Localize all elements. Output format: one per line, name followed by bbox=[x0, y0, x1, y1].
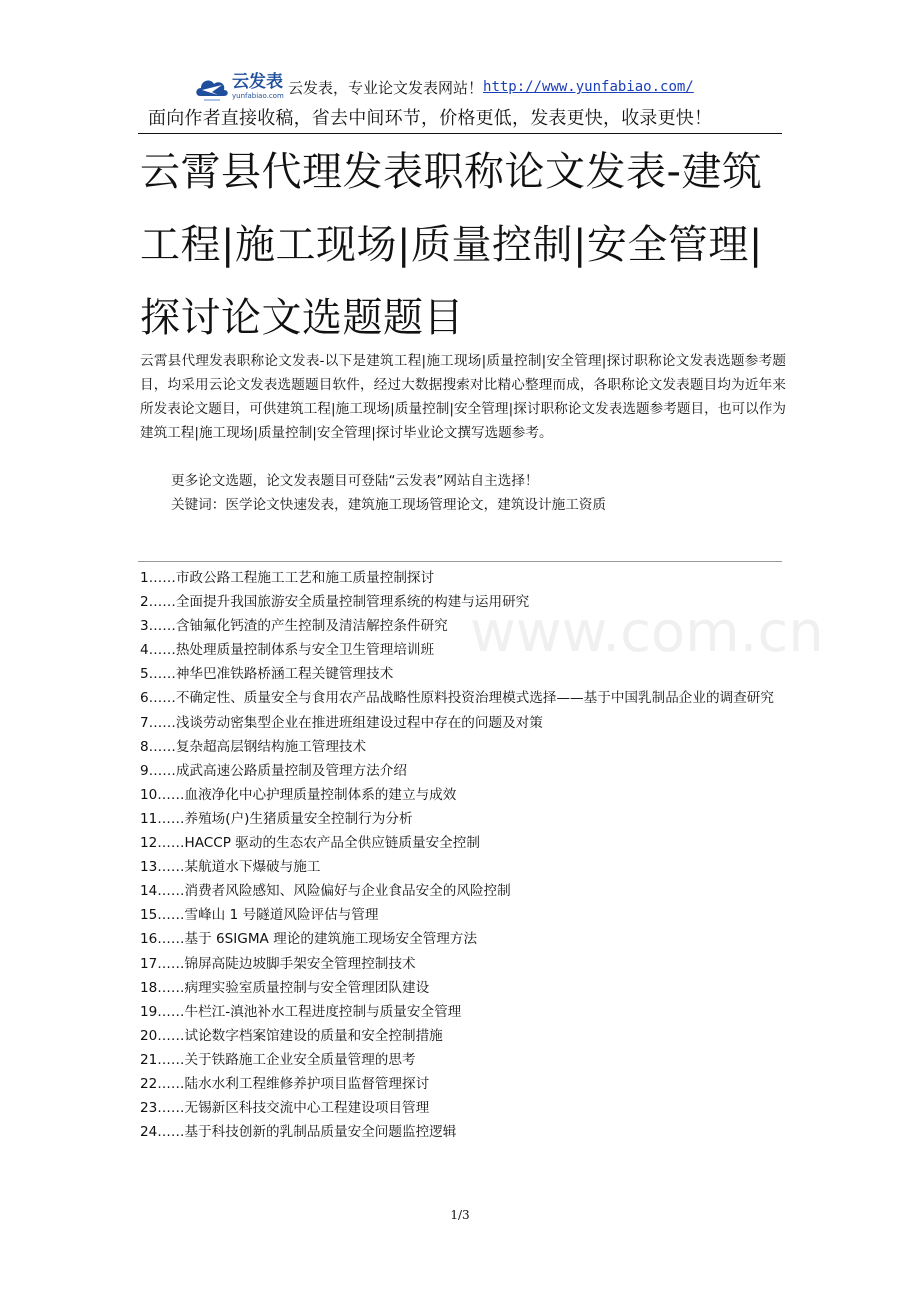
topic-list bbox=[140, 566, 786, 1144]
more-topics-note: 更多论文选题，论文发表题目可登陆“云发表”网站自主选择！ bbox=[171, 473, 539, 489]
list-item: 4……热处理质量控制体系与安全卫生管理培训班 bbox=[140, 642, 435, 659]
site-link[interactable]: http://www.yunfabiao.com/ bbox=[483, 79, 694, 95]
intro-paragraph: 云霄县代理发表职称论文发表-以下是建筑工程|施工现场|质量控制|安全管理|探讨职称论文发表选题参考题目，均采用云论文发表选题题目软件，经过大数据搜索对比精心整理而成，各职称论文发表题目均为近年来所发表论文题目，可供建筑工程|施工现场|质量控制|安全管理|探讨职称论文发表选题参考题目，也可以作为建筑工程|施工现场|质量控制|安全管理|探讨毕业论文撰写选题参考。 bbox=[140, 353, 786, 441]
list-item: 22……陆水水利工程维修养护项目监督管理探讨 bbox=[140, 1075, 430, 1092]
list-item: 1……市政公路工程施工工艺和施工质量控制探讨 bbox=[140, 570, 435, 586]
site-slogan: 云发表，专业论文发表网站！ bbox=[288, 78, 484, 97]
list-item: 20……试论数字档案馆建设的质量和安全控制措施 bbox=[140, 1027, 443, 1044]
logo-domain: yunfabiao.com bbox=[232, 92, 284, 100]
list-item: 23……无锡新区科技交流中心工程建设项目管理 bbox=[140, 1100, 430, 1117]
keywords-line: 关键词：医学论文快速发表，建筑施工现场管理论文，建筑设计施工资质 bbox=[171, 497, 606, 513]
site-header bbox=[194, 70, 694, 104]
list-item: 3……含铀氟化钙渣的产生控制及清洁解控条件研究 bbox=[140, 618, 448, 635]
list-item: 5……神华巴准铁路桥涵工程关键管理技术 bbox=[140, 666, 394, 683]
list-item: 6……不确定性、质量安全与食用农产品战略性原料投资治理模式选择——基于中国乳制品企业的调查研究 bbox=[140, 690, 774, 707]
header-tagline: 面向作者直接收稿，省去中间环节，价格更低，发表更快，收录更快！ bbox=[148, 108, 713, 129]
yunfabiao-logo[interactable] bbox=[194, 70, 288, 104]
logo-name: 云发表 bbox=[232, 72, 283, 92]
list-item: 10……血液净化中心护理质量控制体系的建立与成效 bbox=[140, 786, 457, 803]
list-item: 18……病理实验室质量控制与安全管理团队建设 bbox=[140, 979, 430, 996]
watermark-text: www.com.cn bbox=[470, 600, 824, 665]
list-item: 8……复杂超高层钢结构施工管理技术 bbox=[140, 738, 367, 755]
cloud-plane-icon bbox=[194, 70, 230, 104]
list-item: 21……关于铁路施工企业安全质量管理的思考 bbox=[140, 1051, 416, 1068]
list-item: 13……某航道水下爆破与施工 bbox=[140, 859, 321, 876]
list-item: 24……基于科技创新的乳制品质量安全问题监控逻辑 bbox=[140, 1124, 457, 1141]
header-divider bbox=[138, 133, 782, 134]
list-item: 14……消费者风险感知、风险偏好与企业食品安全的风险控制 bbox=[140, 883, 511, 900]
list-item: 9……成武高速公路质量控制及管理方法介绍 bbox=[140, 762, 407, 779]
list-item: 2……全面提升我国旅游安全质量控制管理系统的构建与运用研究 bbox=[140, 594, 530, 611]
list-item: 7……浅谈劳动密集型企业在推进班组建设过程中存在的问题及对策 bbox=[140, 714, 543, 731]
list-item: 15……雪峰山 1 号隧道风险评估与管理 bbox=[140, 907, 379, 924]
page-title: 云霄县代理发表职称论文发表-建筑工程|施工现场|质量控制|安全管理|探讨论文选题题目 bbox=[140, 149, 763, 341]
list-item: 19……牛栏江-滇池补水工程进度控制与质量安全管理 bbox=[140, 1003, 462, 1020]
page-number: 1/3 bbox=[450, 1208, 470, 1222]
list-item: 12……HACCP 驱动的生态农产品全供应链质量安全控制 bbox=[140, 835, 480, 852]
list-item: 11……养殖场(户)生猪质量安全控制行为分析 bbox=[140, 810, 413, 827]
list-divider bbox=[138, 561, 782, 562]
list-item: 16……基于 6SIGMA 理论的建筑施工现场安全管理方法 bbox=[140, 931, 478, 948]
list-item: 17……锦屏高陡边坡脚手架安全管理控制技术 bbox=[140, 955, 416, 972]
